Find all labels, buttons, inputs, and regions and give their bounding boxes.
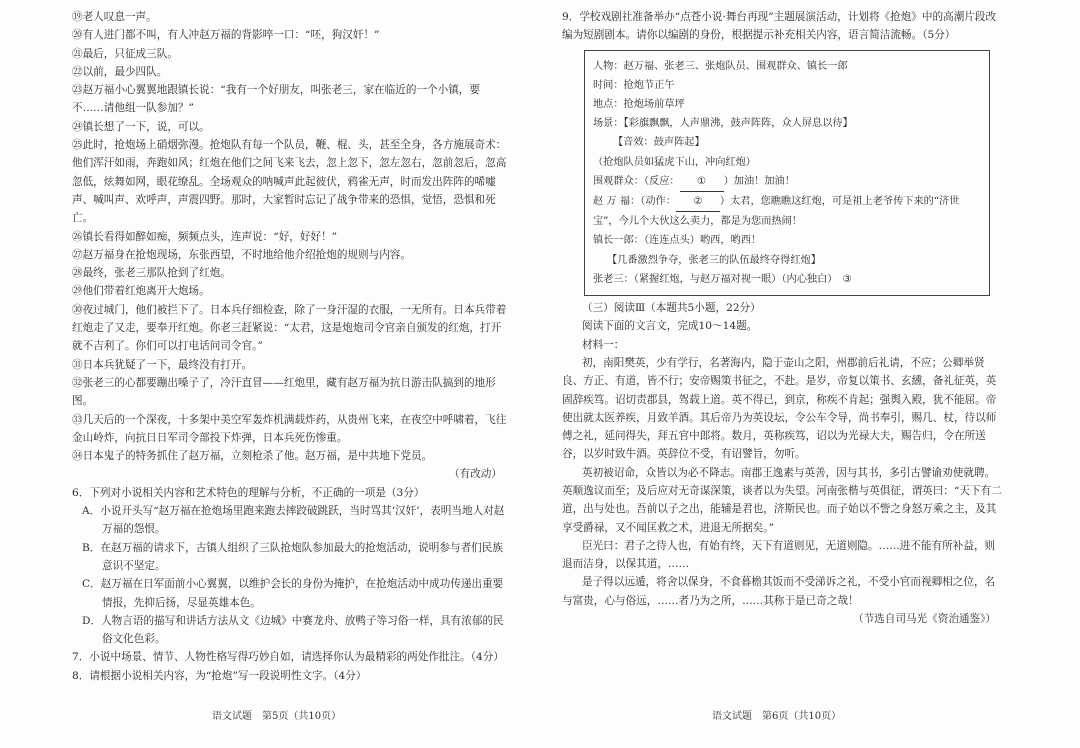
story-paragraph: ㉝几天后的一个深夜，十多架中美空军轰炸机满载炸药，从贵州飞来，在夜空中呼啸着，飞往金山岭炸，向抗日日军司令部投下炸弹，日本兵死伤惨重。 [72,413,507,444]
story-paragraph: ㉞日本鬼子的特务抓住了赵万福，立刻枪杀了他。赵万福，是中共地下党员。 [72,450,433,463]
script-characters: 人物：赵万福、张老三、张炮队员、围观群众、镇长一郎 [593,60,848,72]
question-8: 8．请根据小说相关内容，为“抢炮”写一段说明性文字。（4分） [72,669,367,682]
script-scene: 场景：【彩旗飘飘，人声鼎沸，鼓声阵阵，众人屏息以待】 [593,118,853,130]
zhao-suffix: ）太君，您瞧瞧这红炮，可是祖上老爷传下来的“济世宝”，今儿个大伙这么卖力，都是为您而热闹！ [593,196,960,228]
question-6-options [72,502,510,648]
page-footer-right: 语文试题 第6页（共10页） [712,711,842,722]
story-paragraph: ㉛日本兵犹疑了一下，最终没有打开。 [72,358,253,371]
left-page [72,8,510,743]
script-place: 地点：抢炮场前草坪 [593,99,685,110]
story-paragraph: ㉘最终，张老三那队抢到了红炮。 [72,267,231,280]
script-sound: 【音效：鼓声阵起】 [613,137,705,149]
script-zhao-line [593,192,981,231]
citation: （节选自司马光《资治通鉴》） [852,613,996,626]
answer-blank-1[interactable]: ① [680,172,724,192]
story-paragraph: ⑲老人叹息一声。 [72,11,157,23]
classical-paragraph: 初，南阳樊英，少有学行，名著海内，隐于壶山之阳，州郡前后礼请，不应；公卿举贤良、方正、有道，皆不行；安帝赐策书征之，不赴。是岁，帝复以策书、玄纁，备礼征英，英固辞疾笃。诏切责郡县，驾载上道。英不得已，到京，称疾不肯起；强舆入殿，犹不能屈。帝使出就太医养疾，月致羊酒。其后帝乃为英设坛，令公车令导，尚书奉引，赐几、杖，待以师傅之礼，延问得失，拜五官中郎将。数月，英称疾笃，诏以为光禄大夫，赐告归，令在所送谷，以岁时致牛酒。英辞位不受，有诏譬旨，勿听。 [562,356,997,461]
story-paragraph: ㉕此时，抢炮场上硝烟弥漫。抢炮队有每一个队员，鞭、棍、头，甚至全身，各方施展奇术：他们浑汗如雨，奔跑如风；红炮在他们之间飞来飞去，忽上忽下，忽左忽右，忽前忽后，忽高忽低，炫舞如网，眼花缭乱。全场观众的呐喊声此起彼伏，鸦雀无声，时而发出阵阵的唏嘘声、喊叫声、欢呼声，声震四野。那时，大家暂时忘记了战争带来的恐惧，觉悟，恐惧和死亡。 [72,139,507,225]
story-paragraph: ㉑最后，只征成三队。 [72,47,178,60]
question-6-option: A．小说开头写“赵万福在抢炮场里跑来跑去摔跤破跳跃，当时骂其‘汉奸’，表明当地人对赵万福的怨恨。 [82,505,505,536]
question-6-option: D．人物言语的描写和讲话方法从文《边城》中赛龙舟、放鸭子等习俗一样，具有浓郁的民俗文化色彩。 [82,614,504,646]
question-6-option: C．赵万福在日军面前小心翼翼，以维护会长的身份为掩护，在抢炮活动中成功传递出重要情报，先抑后扬，尽显英雄本色。 [82,578,504,609]
story-paragraph: ⑳有人进门都不叫，有人冲赵万福的背影啐一口：“呸，狗汉奸！” [72,29,380,42]
story-paragraph: ㉜张老三的心都要蹦出嗓子了，冷汗直冒——红炮里，藏有赵万福为抗日游击队搞到的地形图。 [72,376,496,408]
story-paragraph: ㉗赵万福身在抢炮现场，东张西望，不时地给他介绍抢炮的规则与内容。 [72,248,411,261]
script-time: 时间：抢炮节正午 [593,79,675,91]
right-page [562,8,1004,743]
zhao-prefix: 赵 万 福：（动作： [593,196,676,208]
material-label: 材料一： [582,338,625,351]
script-zhang-line [593,270,981,289]
script-crowd-line [593,172,981,192]
story-paragraph: ㉙他们带着红炮离开大炮场。 [72,285,210,298]
story-paragraph: ㉓赵万福小心翼翼地跟镇长说：“我有一个好朋友，叫张老三，家在临近的一个小镇，要不……请他组一队参加？” [72,84,480,115]
script-stage-note: 【几番激烈争夺，张老三的队伍最终夺得红炮】 [607,254,821,266]
classical-paragraph: 是子得以远遁，将舍以保身，不食暮檐其饭而不受涕诉之礼，不受小官而视卿相之位，名与富贵，心与俗远，……者乃为之所，……其称于是已奇之哉！ [562,576,996,607]
section-instruction: 阅读下面的文言文，完成10～14题。 [582,320,758,333]
answer-blank-2[interactable]: ② [676,192,720,212]
crowd-prefix: 围观群众：（反应： [593,175,680,187]
classical-text [562,354,1004,610]
zhang-prefix: 张老三：（紧握红炮，与赵万福对视一眼）（内心独白） [593,273,833,285]
question-7: 7．小说中场景、情节、人物性格写得巧妙自如，请选择你认为最精彩的两处作批注。（4分） [72,651,504,664]
classical-paragraph: 臣光曰：君子之待人也，有始有终，天下有道则见，无道则隐。……进不能有所补益，则退而洁身，以保其道，…… [562,539,996,571]
answer-blank-3[interactable]: ③ [842,273,852,285]
question-6-option: B．在赵万福的请求下，古镇人组织了三队抢炮队参加最大的抢炮活动，说明参与者们民族意识不坚定。 [82,541,503,572]
section-title: （三）阅读Ⅲ（本题共5小题，22分） [582,302,761,315]
script-zhenzhang-line: 镇长一郎：（连连点头）哟西，哟西！ [593,235,762,247]
script-box [584,50,990,296]
story-paragraph: ㉖镇长看得如醉如痴，频频点头，连声说：“好，好好！” [72,230,338,243]
story-paragraph: ㉚夜过城门，他们被拦下了。日本兵仔细检查，除了一身汗湿的衣服，一无所有。日本兵带着红炮走了又走，要奉开红炮。你老三赶紧说：“太君，这是炮炮司令官亲自颁发的红炮，打开就不吉利了。你们可以打电话问司令官。” [72,303,507,353]
question-6-stem: 6．下列对小说相关内容和艺术特色的理解与分析，不正确的一项是（3分） [72,486,425,499]
classical-paragraph: 英初被诏命，众皆以为必不降志。南郡王逸素与英善，因与其书，多引古譬谕劝使就聘。英顺逸议而至；及后应对无奇谋深策，谈者以为失望。河南张楷与英俱征，谓英曰：“天下有二道，出与处也。吾前以子之出，能辅是君也，济斯民也。而子始以不訾之身怒万乘之主，及其享受爵禄，又不闻匡救之术，进退无所据矣。” [562,466,1002,534]
script-action: （抢炮队员如猛虎下山，冲向红炮） [593,156,756,168]
story-paragraph: ㉔镇长想了一下，说，可以。 [72,120,210,133]
story-text [72,8,510,465]
question-9-stem: 9．学校戏剧社准备举办“点苍小说·舞台再现”主题展演活动，计划将《抢炮》中的高潮片段改编为短剧剧本。请你以编剧的身份，根据提示补充相关内容，语言简洁流畅。（5分） [562,11,997,42]
story-paragraph: ㉒以前，最少四队。 [72,65,168,78]
source-note: （有改动） [449,468,502,481]
page-footer-left: 语文试题 第5页（共10页） [212,711,342,722]
crowd-suffix: ）加油！加油！ [723,175,795,187]
